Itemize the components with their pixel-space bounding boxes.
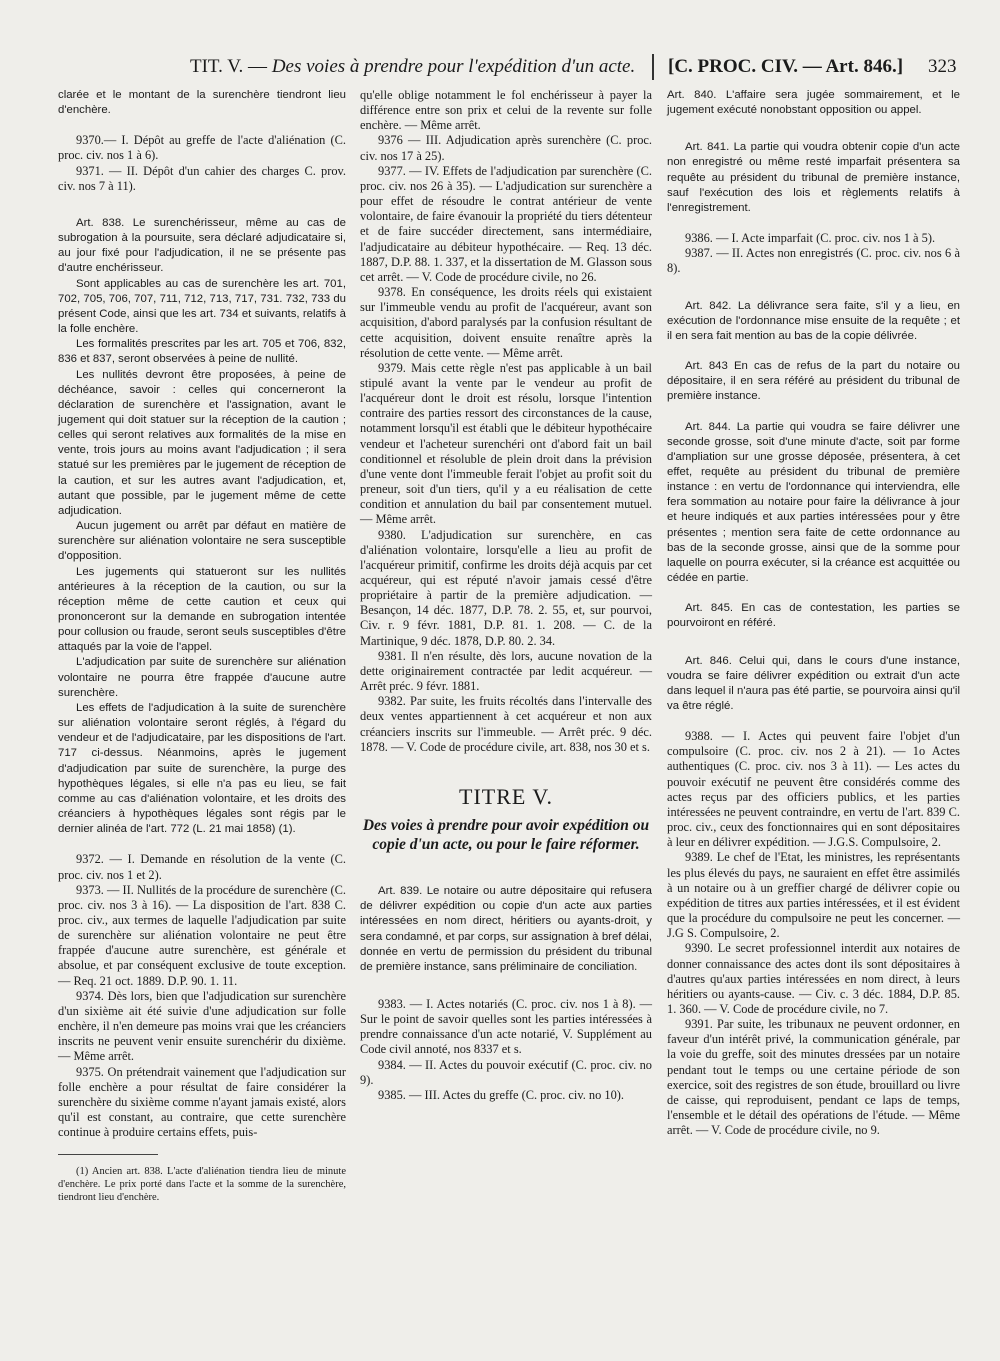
paragraph: 9371. — II. Dépôt d'un cahier des charges C. prov. civ. nos 7 à 11).: [58, 163, 346, 193]
paragraph: Les effets de l'adjudication à la suite de surenchère sur aliénation volontaire seront réglés, à l'égard du vendeur et de l'adjudicataire, par les dispositions de l'art. 717 ci-dessus. Néanmoins, après le jugement d'adjudication par suite de surenchère, la purge des hypothèques légales, si elle n'a pas eu lieu, se fait comme au cas d'aliénation volontaire, et les droits des créanciers à hypothèques légales sont régis par le dernier alinéa de l'art. 772 (L. 21 mai 1858) (1).: [58, 701, 346, 836]
paragraph: 9383. — I. Actes notariés (C. proc. civ. nos 1 à 8). — Sur le point de savoir quelles sont les parties intéressées à prendre connaissance d'un acte notarié, V. Supplément au Code civil annoté, nos 8337 et s.: [360, 996, 652, 1057]
article-845: Art. 845. En cas de contestation, les parties se pourvoiront en référé.: [667, 602, 960, 630]
header-divider: [652, 54, 654, 80]
page-number: 323: [928, 56, 957, 77]
section-subtitle: Des voies à prendre pour avoir expédition ou copie d'un acte, ou pour le faire réformer.: [362, 817, 650, 854]
header-article-ref: [C. PROC. CIV. — Art. 846.]: [668, 56, 904, 77]
paragraph: 9370.— I. Dépôt au greffe de l'acte d'aliénation (C. proc. civ. nos 1 à 6).: [58, 133, 346, 163]
paragraph: 9376 — III. Adjudication après surenchère (C. proc. civ. nos 17 à 25).: [360, 133, 652, 163]
paragraph: qu'elle oblige notamment le fol enchérisseur à payer la différence entre son prix et celui de la revente sur folle enchère. — Même arrêt.: [360, 88, 652, 133]
paragraph: 9377. — IV. Effets de l'adjudication par surenchère (C. proc. civ. nos 26 à 35). — L'adjudication sur surenchère a pour effet de résoudre le contrat antérieur de vente volontaire, de faire évanouir la propriété du tiers détenteur et de faire succéder directement, sans intermédiaire, l'adjudicataire au débiteur hypothécaire. — Req. 13 déc. 1887, D.P. 88. 1. 337, et la dissertation de M. Glasson sous cet arrêt. — V. Code de procédure civile, no 26.: [360, 163, 652, 284]
column-left: [58, 88, 346, 1204]
column-middle: [360, 88, 652, 1103]
paragraph: 9381. Il n'en résulte, dès lors, aucune novation de la dette originairement contractée par ledit acquéreur. — Arrêt préc. 9 févr. 1881.: [360, 648, 652, 694]
paragraph: Les formalités prescrites par les art. 705 et 706, 832, 836 et 837, seront observées à peine de nullité.: [58, 338, 346, 366]
paragraph: 9390. Le secret professionnel interdit aux notaires de donner connaissance des actes dont ils sont dépositaires à d'autres qu'aux parties intéressées en nom direct, à leurs héritiers ou ayants-cause. — Civ. c. 3 déc. 1884, D.P. 85. 1. 360. — V. Code de procédure civile, no 7.: [667, 941, 960, 1016]
footnote-rule: [58, 1154, 158, 1155]
paragraph: L'adjudication par suite de surenchère sur aliénation volontaire ne pourra être frappée d'aucune autre surenchère.: [58, 656, 346, 699]
section-title: TITRE V.: [459, 783, 553, 809]
paragraph: Aucun jugement ou arrêt par défaut en matière de surenchère sur aliénation volontaire ne sera susceptible d'opposition.: [58, 520, 346, 563]
paragraph: 9389. Le chef de l'Etat, les ministres, les représentants les plus élevés du pays, ne sauraient en effet être assimilés à un notaire ou à un greffier chargé de délivrer copie ou expédition de titres aux parties intéressées, et il est évident que la procédure du compulsoire ne peut les concerner. — J.G S. Compulsoire, 2.: [667, 850, 960, 941]
article-844: Art. 844. La partie qui voudra se faire délivrer une seconde grosse, soit d'une minute d'acte, soit par forme d'ampliation sur une grosse déposée, présentera, à cet effet, requête au président du tribunal de première instance : en vertu de l'ordonnance qui interviendra, elle fera sommation au notaire pour faire la délivrance à jour et heure indiqués et aux parties intéressées pour y être présentes ; mention sera faite de cette ordonnance au bas de la seconde grosse, ainsi que de la somme pour laquelle on pourra exécuter, si la créance est acquittée ou cédée en partie.: [667, 420, 960, 585]
article-842: Art. 842. La délivrance sera faite, s'il y a lieu, en exécution de l'ordonnance mise ensuite de la requête ; et il en sera fait mention au bas de la copie délivrée.: [667, 299, 960, 342]
paragraph: Les jugements qui statueront sur les nullités antérieures à la réception de la caution, ou sur la réception même de cette caution et ceux qui prononceront sur la demande en subrogation intentée pour collusion ou fraude, seront seuls susceptibles d'être attaqués par la voie de l'appel.: [58, 565, 346, 654]
paragraph: 9378. En conséquence, les droits réels qui existaient sur l'immeuble vendu au profit de l'acquéreur, avant son acquisition, d'abord paralysés par la confusion résultant de cette acquisition, doivent ensuite renaître après la résolution de cette vente. — Même arrêt.: [360, 285, 652, 360]
paragraph: 9374. Dès lors, bien que l'adjudication sur surenchère d'un sixième ait été suivie d'une adjudication sur folle enchère, il n'en demeure pas moins vrai que les créanciers inscrits ne peuvent venir ensuite surenchérir du dixième. — Même arrêt.: [58, 988, 346, 1064]
article-841: Art. 841. La partie qui voudra obtenir copie d'un acte non enregistré ou même resté imparfait présentera sa requête au président du tribunal de première instance, sauf l'exécution des lois et règlements relatifs à l'enregistrement.: [667, 141, 960, 214]
running-header: [0, 52, 1000, 82]
paragraph: 9382. Par suite, les fruits récoltés dans l'intervalle des deux ventes appartiennent à cet acquéreur et non aux créanciers inscrits sur l'immeuble. — Arrêt préc. 9 déc. 1878. — V. Code de procédure civile, art. 838, nos 30 et s.: [360, 694, 652, 754]
paragraph: Les nullités devront être proposées, à peine de déchéance, savoir : celles qui concerneront la déclaration de surenchère et l'assignation, avant le jugement qui doit statuer sur la réception de la caution ; celles qui seront relatives aux formalités de la mise en vente, trois jours au moins avant l'adjudication ; il sera statué sur les premières par le jugement de réception de la caution, et sur les autres avant l'adjudication, et, autant que possible, par le jugement même de cette adjudication.: [58, 368, 346, 517]
paragraph: 9379. Mais cette règle n'est pas applicable à un bail stipulé avant la vente par le vendeur au profit de l'acquéreur dont le droit est résolu, lorsque l'intention contraire des parties ressort des circonstances de la cause, notamment lorsqu'il est établi que le débiteur hypothécaire vendeur et l'acheteur surenchéri ont d'abord fait un bail conditionnel et résoluble de plein droit dans la prévision d'une vente dont l'immeuble ferait l'objet au profit soit du preneur, soit d'un tiers, qu'il y a eu réalisation de cette condition et annulation du bail par consentement mutuel. — Même arrêt.: [360, 360, 652, 527]
header-title: Des voies à prendre pour l'expédition d'un acte.: [271, 56, 636, 77]
paragraph: 9391. Par suite, les tribunaux ne peuvent ordonner, en faveur d'un intérêt privé, la communication générale, par la voie du greffe, soit des minutes dressées par un notaire pendant tout le temps ou une certaine période de son exercice, soit des registres de son étude, brouillard ou livre de caisse, qui reproduisent, pendant ce laps de temps, l'ensemble et le détail des opérations de l'étude. — Même arrêt. — V. Code de procédure civile, no 9.: [667, 1017, 960, 1138]
paragraph: clarée et le montant de la surenchère tiendront lieu d'enchère.: [58, 89, 346, 117]
header-title-prefix: TIT. V. —: [190, 56, 272, 77]
paragraph: 9386. — I. Acte imparfait (C. proc. civ. nos 1 à 5).: [685, 231, 936, 246]
article-839: Art. 839. Le notaire ou autre dépositaire qui refusera de délivrer expédition ou copie d'un acte aux parties intéressées en nom direct, héritiers ou ayants-droit, y sera condamné, et par corps, sur assignation à bref délai, donnée en vertu de permission du président du tribunal de première instance, sans préliminaire de conciliation.: [360, 885, 652, 973]
article-846: Art. 846. Celui qui, dans le cours d'une instance, voudra se faire délivrer expédition ou extrait d'un acte dans lequel il n'aura pas été partie, se pourvoira ainsi qu'il va être réglé.: [667, 654, 960, 712]
article-840: Art. 840. L'affaire sera jugée sommairement, et le jugement exécuté nonobstant opposition ou appel.: [667, 89, 960, 117]
paragraph: 9385. — III. Actes du greffe (C. proc. civ. no 10).: [378, 1087, 625, 1102]
article-843: Art. 843 En cas de refus de la part du notaire ou dépositaire, il en sera référé au président du tribunal de première instance.: [667, 360, 960, 403]
paragraph: 9387. — II. Actes non enregistrés (C. proc. civ. nos 6 à 8).: [667, 246, 960, 276]
paragraph: Sont applicables au cas de surenchère les art. 701, 702, 705, 706, 707, 711, 712, 713, 717, 731. 732, 733 du présent Code, ainsi que les art. 734 et suivants, relatifs à la folle enchère.: [58, 277, 346, 336]
article-838: Art. 838. Le surenchérisseur, même au cas de subrogation à la poursuite, sera déclaré adjudicataire si, au jour fixé pour l'adjudication, il ne se présente pas d'autre enchérisseur.: [58, 216, 346, 275]
paragraph: 9380. L'adjudication sur surenchère, en cas d'aliénation volontaire, lorsqu'elle a lieu au profit de l'acquéreur primitif, confirme les droits déjà acquis par cet acquéreur, qui est réputé n'avoir jamais cessé d'être propriétaire à partir de la première adjudication. — Besançon, 14 déc. 1877, D.P. 78. 2. 55, et, sur pourvoi, Civ. r. 9 févr. 1881, D.P. 81. 1. 208. — C. de la Martinique, 9 déc. 1878, D.P. 80. 2. 34.: [360, 527, 652, 648]
paragraph: 9373. — II. Nullités de la procédure de surenchère (C. proc. civ. nos 3 à 16). — La disposition de l'art. 838 C. proc. civ., aux termes de laquelle l'adjudication par suite de surenchère sur aliénation volontaire ne peut être frappée d'aucune autre surenchère, est générale et absolue, et par conséquent exclusive de toute exception. — Req. 21 oct. 1889. D.P. 90. 1. 11.: [58, 882, 346, 988]
paragraph: 9375. On prétendrait vainement que l'adjudication sur folle enchère a pour résultat de faire considérer la surenchère du sixième comme n'ayant jamais existé, alors qu'il est constant, au contraire, que cette surenchère continue à produire certains effets, puis-: [58, 1064, 346, 1140]
footnote: (1) Ancien art. 838. L'acte d'aliénation tiendra lieu de minute d'enchère. Le prix porté dans l'acte et la somme de la surenchère, tiendront lieu d'enchère.: [58, 1166, 346, 1204]
paragraph: 9384. — II. Actes du pouvoir exécutif (C. proc. civ. no 9).: [360, 1057, 652, 1087]
header-left: [190, 56, 635, 78]
paragraph: 9388. — I. Actes qui peuvent faire l'objet d'un compulsoire (C. proc. civ. nos 2 à 21). — 1o Actes authentiques (C. proc. civ. nos 3 à 11). — Les actes du pouvoir exécutif ne peuvent être considérés comme des actes reçus par des officiers publics, et les parties intéressées ne peuvent contraindre, en vertu de l'art. 839 C. proc. civ., ceux des fonctionnaires qui en sont dépositaires à leur en délivrer expédition. — J.G.S. Compulsoire, 2.: [667, 729, 960, 850]
paragraph: 9372. — I. Demande en résolution de la vente (C. proc. civ. nos 1 et 2).: [58, 852, 346, 882]
column-right: [667, 88, 960, 1138]
